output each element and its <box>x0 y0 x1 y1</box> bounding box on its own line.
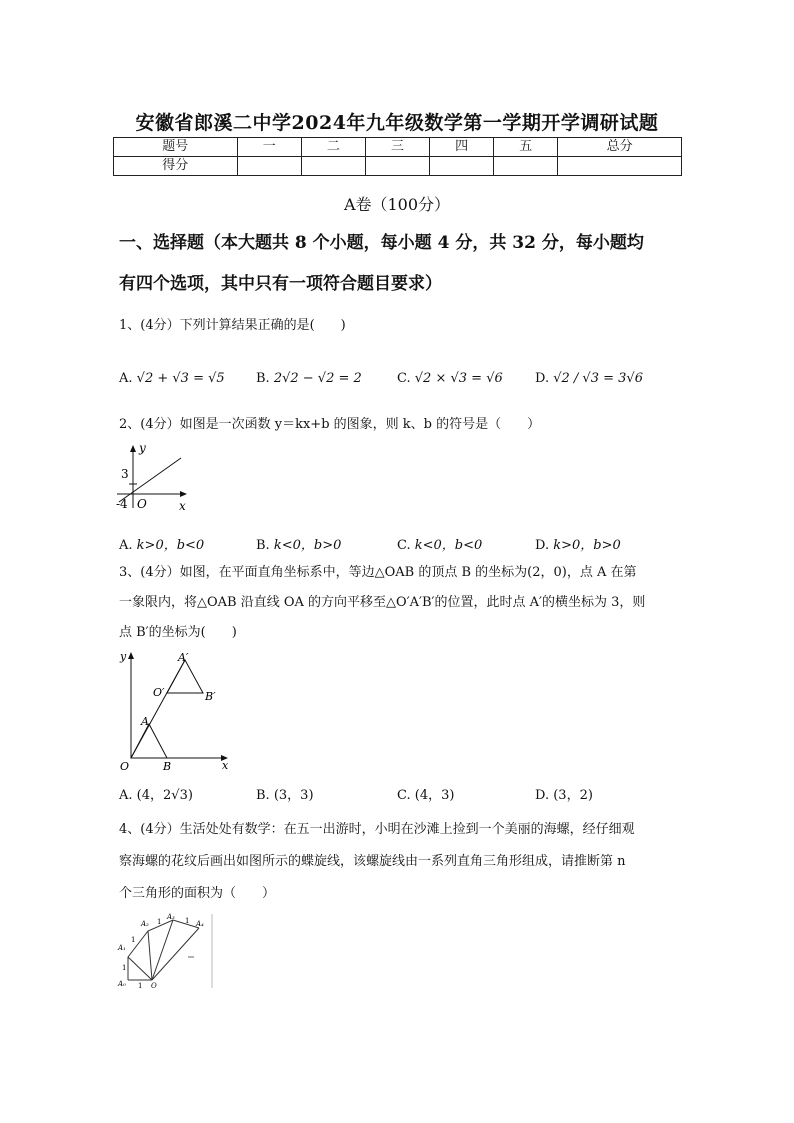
option-text: (3，3) <box>273 788 314 803</box>
option-letter: C. <box>397 371 411 386</box>
score-header-cell: 总分 <box>558 138 682 157</box>
option-letter: C. <box>397 538 411 553</box>
option-letter: A. <box>119 371 133 386</box>
option-text: (3，2) <box>553 788 593 803</box>
spiral-outer-edges <box>128 920 199 980</box>
q4-stem-line1: 4、(4分）生活处处有数学：在五一出游时，小明在沙滩上捡到一个美丽的海螺，经仔细观 <box>119 822 635 837</box>
option-letter: B. <box>256 538 270 553</box>
label-b-prime: B′ <box>205 690 216 703</box>
score-header-cell: 五 <box>494 138 558 157</box>
score-cell[interactable] <box>558 157 682 176</box>
option-letter: C. <box>397 788 411 803</box>
q3-option-b[interactable] <box>256 784 314 803</box>
score-cell[interactable] <box>430 157 494 176</box>
q1-stem: 1、(4分）下列计算结果正确的是( ) <box>119 318 346 333</box>
label-a2: A₂ <box>141 920 149 928</box>
q2-option-d[interactable] <box>535 534 621 553</box>
score-table-header-row <box>114 138 682 157</box>
option-text: 2√2 − √2 = 2 <box>273 371 362 386</box>
q2-option-b[interactable] <box>256 534 341 553</box>
q1-option-c[interactable] <box>397 371 503 386</box>
y-axis-arrow <box>130 445 136 452</box>
q3-option-c[interactable] <box>397 784 454 803</box>
score-row-label: 得分 <box>114 157 238 176</box>
q2-options <box>119 534 699 554</box>
label-neg4: -4 <box>116 497 128 511</box>
q3-option-a[interactable] <box>119 784 193 803</box>
score-header-cell: 四 <box>430 138 494 157</box>
q3-stem-line1: 3、(4分）如图，在平面直角坐标系中，等边△OAB 的顶点 B 的坐标为(2，0)，点 A 在第 <box>119 565 637 580</box>
q2-stem: 2、(4分）如图是一次函数 y＝kx+b 的图象，则 k、b 的符号是（ ） <box>119 417 541 432</box>
label-1-a1a2: 1 <box>131 936 136 944</box>
q2-option-a[interactable] <box>119 534 204 553</box>
score-header-cell: 三 <box>365 138 429 157</box>
x-axis-arrow <box>180 491 187 497</box>
origin-label: O <box>137 497 147 511</box>
q3-figure <box>116 648 236 774</box>
q3-stem-line2: 一象限内，将△OAB 沿直线 OA 的方向平移至△O′A′B′的位置，此时点 A′的横坐标为 3，则 <box>119 595 646 610</box>
option-text: √2 / √3 = 3√6 <box>553 371 643 386</box>
q4-stem-line2: 察海螺的花纹后画出如图所示的蝶旋线，该螺旋线由一系列直角三角形组成，请推断第 n <box>119 854 626 869</box>
part1-heading-line2: 有四个选项，其中只有一项符合题目要求） <box>119 274 442 294</box>
label-1-a2a3: 1 <box>157 918 162 926</box>
q1-option-d[interactable] <box>535 371 643 386</box>
q2-option-c[interactable] <box>397 534 482 553</box>
label-a1: A₁ <box>118 944 126 952</box>
option-text: k<0，b>0 <box>273 538 342 553</box>
option-text: (4，2√3) <box>136 788 193 803</box>
label-1-bottom: 1 <box>138 982 143 990</box>
part1-heading-line1: 一、选择题（本大题共 8 个小题，每小题 4 分，共 32 分，每小题均 <box>119 233 644 253</box>
score-header-cell: 一 <box>237 138 301 157</box>
q3-option-d[interactable] <box>535 784 593 803</box>
label-1-a3a4: 1 <box>185 917 190 925</box>
label-3: 3 <box>121 467 129 481</box>
q1-option-a[interactable] <box>119 371 225 386</box>
q1-option-b[interactable] <box>256 371 362 386</box>
triangle-oab <box>131 724 167 758</box>
option-text: (4，3) <box>414 788 455 803</box>
option-letter: D. <box>535 788 550 803</box>
y-axis-arrow <box>128 652 134 659</box>
triangle-translated <box>167 660 203 693</box>
edge-o-a2 <box>148 931 152 980</box>
line-oa <box>131 660 185 758</box>
q3-options <box>119 784 699 806</box>
score-cell[interactable] <box>365 157 429 176</box>
label-b: B <box>163 760 172 773</box>
option-letter: A. <box>119 538 133 553</box>
q4-figure <box>116 912 216 990</box>
score-table-score-row <box>114 157 682 176</box>
option-text: k<0，b<0 <box>414 538 483 553</box>
label-a-prime: A′ <box>178 651 189 664</box>
score-cell[interactable] <box>494 157 558 176</box>
edge-o-a1 <box>128 957 152 980</box>
origin-label: O <box>120 760 130 773</box>
option-letter: D. <box>535 538 550 553</box>
score-cell[interactable] <box>301 157 365 176</box>
edge-o-a3 <box>152 920 173 980</box>
score-table <box>113 137 682 176</box>
option-text: k>0，b<0 <box>136 538 205 553</box>
score-header-cell: 题号 <box>114 138 238 157</box>
label-o: O <box>151 982 157 990</box>
score-header-cell: 二 <box>301 138 365 157</box>
option-text: √2 + √3 = √5 <box>136 371 225 386</box>
option-letter: B. <box>256 371 270 386</box>
option-letter: D. <box>535 371 550 386</box>
q3-stem-line3: 点 B′的坐标为( ) <box>119 625 237 640</box>
option-text: k>0，b>0 <box>553 538 621 553</box>
label-a3: A₃ <box>167 913 175 921</box>
section-a-heading: A卷（100分） <box>343 195 451 214</box>
option-letter: A. <box>119 788 133 803</box>
label-a4: A₄ <box>196 920 204 928</box>
page-title: 安徽省郎溪二中学2024年九年级数学第一学期开学调研试题 <box>135 112 659 134</box>
q4-stem-line3: 个三角形的面积为（ ） <box>119 886 276 901</box>
q1-options <box>119 371 699 401</box>
label-a0: A₀ <box>118 980 126 988</box>
x-label: x <box>179 499 186 513</box>
option-letter: B. <box>256 788 270 803</box>
score-cell[interactable] <box>237 157 301 176</box>
q2-figure <box>115 442 195 514</box>
label-o-prime: O′ <box>153 686 165 699</box>
option-text: √2 × √3 = √6 <box>414 371 503 386</box>
x-label: x <box>222 759 229 772</box>
y-label: y <box>139 442 146 455</box>
label-1-left: 1 <box>122 964 127 972</box>
edge-o-a4 <box>152 928 199 980</box>
y-label: y <box>120 650 127 663</box>
label-a: A <box>141 715 149 728</box>
